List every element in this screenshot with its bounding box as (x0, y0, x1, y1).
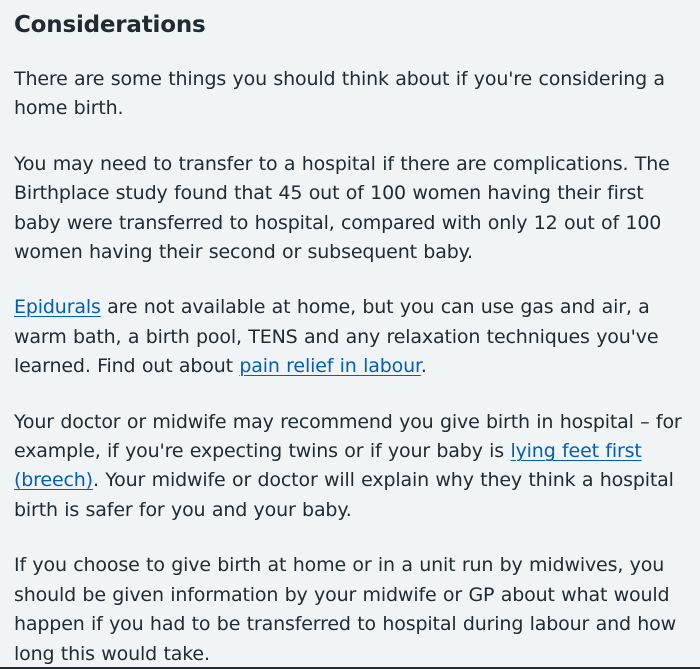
epidurals-link[interactable]: Epidurals (14, 296, 101, 319)
paragraph-intro: There are some things you should think about if you're considering a home birth. (14, 68, 665, 120)
pain-relief-in-labour-link[interactable]: pain relief in labour (239, 355, 421, 378)
article-section (14, 0, 694, 669)
paragraph-pain-relief (14, 293, 694, 381)
breech-link[interactable]: lying feet first (breech) (14, 440, 642, 492)
recommendation-text-2: . Your midwife or doctor will explain why they think a hospital birth is safer for you and your baby. (14, 469, 674, 521)
paragraph-transfer: You may need to transfer to a hospital if there are complications. The Birthplace study found that 45 out of 100 women having their first baby were transferred to hospital, compared with only 12 out of 100 women having their second or subsequent baby. (14, 152, 670, 264)
pain-relief-text-2: . (420, 355, 427, 378)
recommendation-text-1: Your doctor or midwife may recommend you give birth in hospital – for example, if you're expecting twins or if your baby is (14, 410, 682, 463)
paragraph-hospital-recommendation (14, 408, 694, 526)
paragraph-transfer-info: If you choose to give birth at home or in a unit run by midwives, you should be given information by your midwife or GP about what would happen if you had to be transferred to hospital during labour and how long this would take. (14, 554, 677, 665)
section-heading: Considerations (14, 12, 206, 38)
pain-relief-text-1: are not available at home, but you can use gas and air, a warm bath, a birth pool, TENS and any relaxation techniques you've learned. Find out about (14, 296, 659, 378)
